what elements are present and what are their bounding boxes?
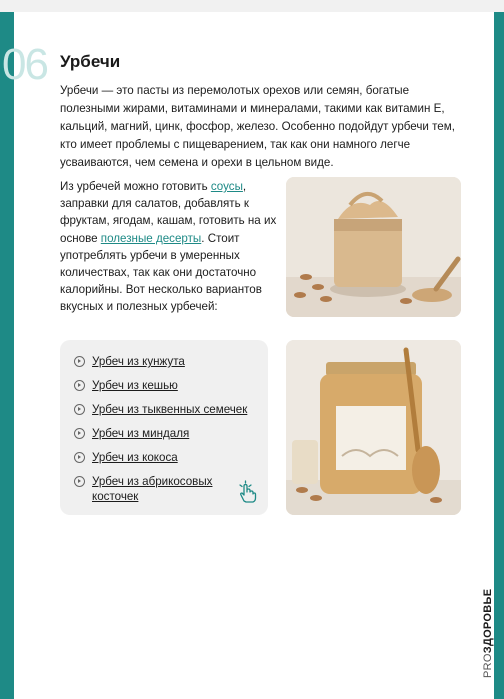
brand-prefix: PRO (482, 653, 494, 678)
section-number: 06 (2, 40, 47, 89)
list-item-label[interactable]: Урбеч из кокоса (92, 451, 178, 464)
list-item-label[interactable]: Урбеч из абрикосовых косточек (92, 475, 213, 503)
urbech-list (60, 340, 268, 515)
brand-name: ЗДОРОВЬЕ (482, 588, 494, 654)
body-paragraph (60, 178, 278, 316)
list-item[interactable] (74, 378, 178, 393)
list-item[interactable] (74, 426, 189, 441)
top-strip (0, 0, 504, 12)
body-text-2: , заправки для салатов, добавлять к фруктам, ягодам, кашам, готовить на их основе (60, 180, 277, 245)
body-text-1: Из урбечей можно готовить (60, 180, 211, 193)
bullet-arrow-icon (74, 428, 85, 439)
bullet-arrow-icon (74, 404, 85, 415)
list-item[interactable] (74, 402, 247, 417)
list-item-label[interactable]: Урбеч из миндаля (92, 427, 190, 440)
list-item[interactable] (74, 474, 224, 504)
body-text-3: . Стоит употреблять урбечи в умеренных количествах, так как они достаточно калорийны. Вот несколько вариантов вкусных и полезных урбечей: (60, 231, 262, 314)
bullet-arrow-icon (74, 452, 85, 463)
list-item-label[interactable]: Урбеч из кешью (92, 379, 178, 392)
bullet-arrow-icon (74, 380, 85, 391)
urbech-jar-spoon-photo (286, 340, 461, 515)
brand-logo (468, 580, 494, 680)
bullet-arrow-icon (74, 476, 85, 487)
page-title: Урбечи (60, 52, 121, 71)
sauces-link[interactable]: соусы (210, 180, 243, 193)
left-border (0, 12, 14, 699)
pointer-hand-icon (236, 480, 258, 504)
bullet-arrow-icon (74, 356, 85, 367)
desserts-link[interactable]: полезные десерты (100, 231, 202, 245)
right-border (494, 12, 504, 699)
urbech-jar-photo (286, 177, 461, 317)
list-item[interactable] (74, 354, 185, 369)
intro-paragraph: Урбечи — это пасты из перемолотых орехов или семян, богатые полезными жирами, витаминами и минералами, такими как витамин Е, кальций, магний, цинк, фосфор, железо. Особенно подойдут урбечи тем, кто имеет проблемы с пищеварением, так как они намного легче усваиваются, чем семена и орехи в цельном виде. (60, 84, 455, 169)
list-item-label[interactable]: Урбеч из кунжута (92, 355, 185, 368)
list-item[interactable] (74, 450, 178, 465)
list-item-label[interactable]: Урбеч из тыквенных семечек (92, 403, 248, 416)
